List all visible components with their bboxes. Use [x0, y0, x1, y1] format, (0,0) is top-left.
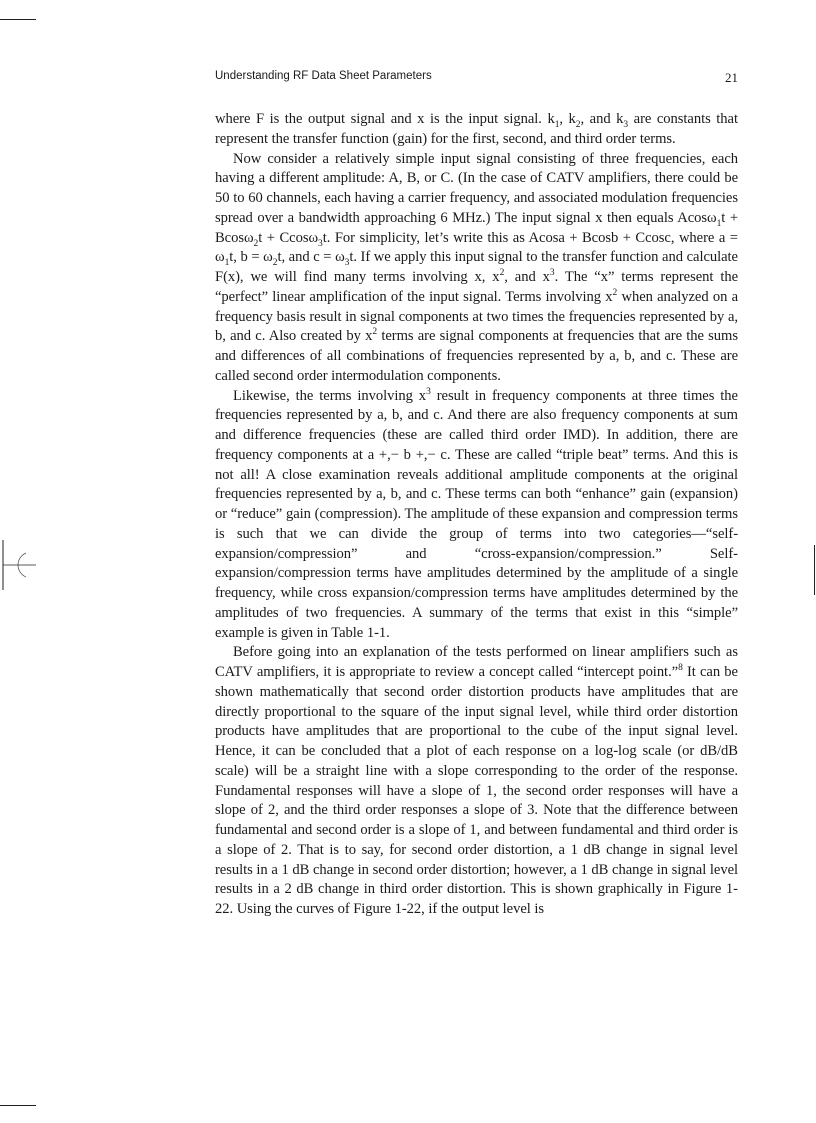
page-number: 21	[725, 70, 738, 85]
paragraph: Likewise, the terms involving $x^3$ result in frequency components at three times the frequencies represented by a, b, and c. And there are also frequency components at sum and difference frequencies (these are called third order IMD). In addition, there are frequency components at a +,− b +,− c. These are called “triple beat” terms. And this is not all! A close examination reveals additional amplitude components at the original frequencies represented by a, b, and c. These terms can both “enhance” gain (expansion) or “reduce” gain (compression). The amplitude of these expansion and compression terms is such that we can divide the group of terms into two categories—“self-expansion/compression” and “cross-expansion/compression.” Self-expansion/compression terms have amplitudes determined by the amplitude of a single frequency, while cross expansion/compression terms have amplitudes determined by the amplitudes of two frequencies. A summary of the terms that exist in this “simple” example is given in Table 1-1.	[215, 386, 738, 641]
paragraph: Now consider a relatively simple input signal consisting of three frequencies, each having a different amplitude: A, B, or C. (In the case of CATV amplifiers, there could be 50 to 60 channels, each having a carrier frequency, and associated modulation frequencies spread over a bandwidth approaching 6 MHz.) The input signal x then equals Acosω$_1$t + Bcosω$_2$t + Ccosω$_3$t. For simplicity, let’s write this as Acosa + Bcosb + Ccosc, where $a = \omega_1t$, $b = \omega_2t$, and $c = \omega_3t$. If we apply this input signal to the transfer function and calculate F(x), we will find many terms involving x, $x^2$, and $x^3$. The “x” terms represent the “perfect” linear amplification of the input signal. Terms involving $x^2$ when analyzed on a frequency basis result in signal components at two times the frequencies represented by a, b, and c. Also created by $x^2$ terms are signal components at frequencies that are the sums and differences of all combinations of frequencies represented by a, b, and c. These are called second order intermodulation components.	[215, 150, 739, 384]
running-header-title: Understanding RF Data Sheet Parameters	[215, 70, 432, 82]
body-text	[215, 110, 738, 920]
paragraph: Before going into an explanation of the tests performed on linear amplifiers such as CATV amplifiers, it is appropriate to review a concept called “intercept point.”$^8$ It can be shown mathematically that second order distortion products have amplitudes that are directly proportional to the square of the input signal level, while third order distortion products have amplitudes that are proportional to the cube of the input signal level. Hence, it can be concluded that a plot of each response on a log-log scale (or dB/dB scale) will be a straight line with a slope corresponding to the order of the response. Fundamental responses will have a slope of 1, the second order responses will have a slope of 2, and the third order responses a slope of 3. Note that the difference between fundamental and second order is a slope of 1, and between fundamental and third order is a slope of 2. That is to say, for second order distortion, a 1 dB change in signal level results in a 1 dB change in second order distortion; however, a 1 dB change in signal level results in a 2 dB change in third order distortion. This is shown graphically in Figure 1-22. Using the curves of Figure 1-22, if the output level is	[215, 644, 738, 917]
registration-mark-icon	[0, 540, 40, 590]
crop-mark-right-edge	[814, 545, 815, 595]
crop-mark-top-left	[0, 19, 36, 20]
paragraph: where F is the output signal and x is the input signal. $k_1$, $k_2$, and $k_3$ are constants that represent the transfer function (gain) for the first, second, and third order terms.	[215, 111, 738, 147]
crop-mark-bottom-left	[0, 1105, 36, 1106]
running-header	[215, 70, 738, 85]
